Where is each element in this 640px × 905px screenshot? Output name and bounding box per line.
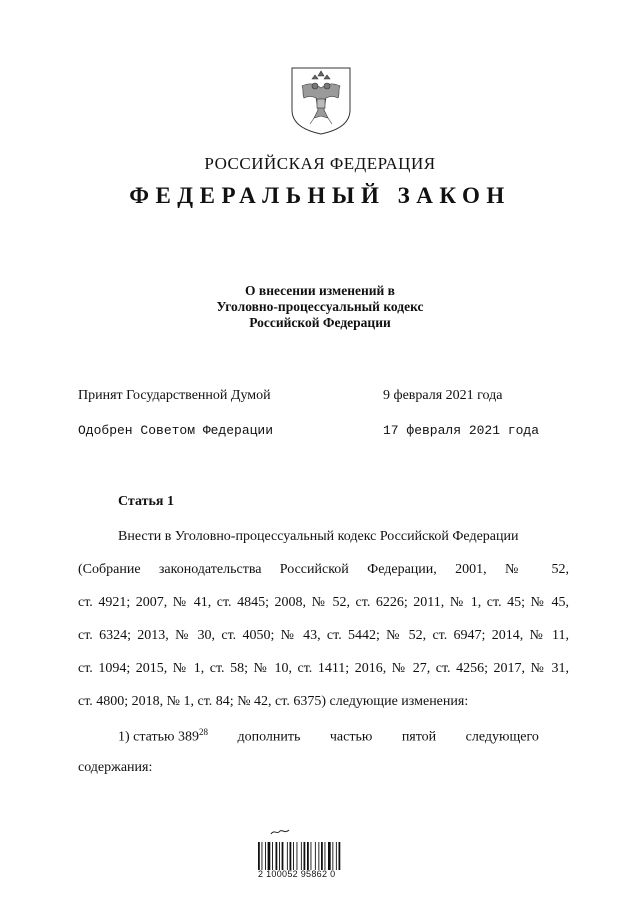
duma-adoption-date: 9 февраля 2021 года	[383, 388, 503, 403]
article-line: Внести в Уголовно-процессуальный кодекс Российской Федерации	[118, 529, 519, 544]
item-1-prefix: 1) статью 389	[118, 729, 199, 745]
article-line: (Собрание законодательства Российской Федерации, 2001, № 52,	[78, 562, 569, 577]
law-type-heading: ФЕДЕРАЛЬНЫЙ ЗАКОН	[129, 183, 511, 208]
article-line: ст. 6324; 2013, № 30, ст. 4050; № 43, ст. 5442; № 52, ст. 6947; 2014, № 11,	[78, 628, 569, 643]
law-title-line: Российской Федерации	[249, 315, 391, 330]
item-1-superscript: 28	[198, 727, 208, 737]
duma-adoption-label: Принят Государственной Думой	[78, 388, 271, 403]
article-line: ст. 4921; 2007, № 41, ст. 4845; 2008, № 52, ст. 6226; 2011, № 1, ст. 45; № 45,	[78, 595, 569, 610]
coat-of-arms-icon	[290, 66, 352, 136]
article-line: ст. 4800; 2018, № 1, ст. 84; № 42, ст. 6375) следующие изменения:	[78, 694, 469, 709]
law-title	[0, 283, 640, 331]
item-1-suffix: дополнить частью пятой следующего	[207, 729, 539, 745]
barcode-number: 2 100052 95862 0	[258, 869, 336, 879]
article-heading: Статья 1	[118, 494, 174, 509]
law-title-line: О внесении изменений в	[245, 283, 395, 298]
article-line: содержания:	[78, 760, 153, 775]
law-title-line: Уголовно-процессуальный кодекс	[216, 299, 424, 314]
article-item-1	[118, 727, 569, 746]
country-name: РОССИЙСКАЯ ФЕДЕРАЦИЯ	[204, 154, 436, 173]
council-approval-date: 17 февраля 2021 года	[383, 423, 540, 438]
article-line: ст. 1094; 2015, № 1, ст. 58; № 10, ст. 1411; 2016, № 27, ст. 4256; 2017, № 31,	[78, 661, 569, 676]
council-approval-label: Одобрен Советом Федерации	[78, 423, 274, 438]
